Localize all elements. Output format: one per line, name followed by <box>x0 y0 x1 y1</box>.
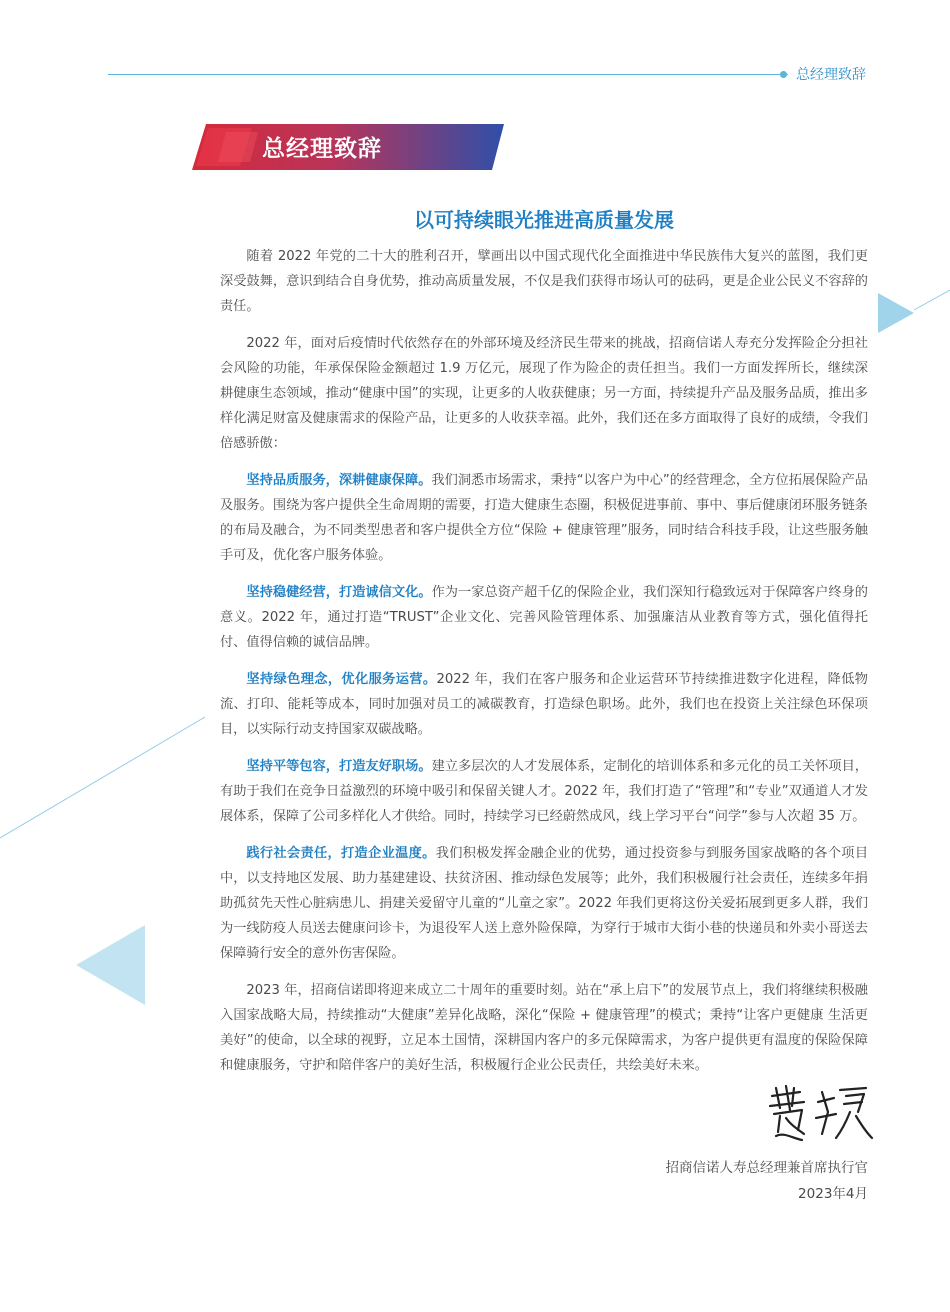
paragraph-text: 我们积极发挥金融企业的优势，通过投资参与到服务国家战略的各个项目中，以支持地区发展、助力基建建设、扶贫济困、推动绿色发展等；此外，我们积极履行社会责任，连续多年捐助孤贫先天性心脏病患儿、捐建关爱留守儿童的“儿童之家”。2022 年我们更将这份关爱拓展到更多人群，我们为一线防疫人员送去健康问诊卡，为退役军人送上意外险保障，为穿行于城市大街小巷的快递员和外卖小哥送去保障骑行安全的意外伤害保险。 <box>220 846 869 961</box>
paragraph-text: 2023 年，招商信诺即将迎来成立二十周年的重要时刻。站在“承上启下”的发展节点上，我们将继续积极融入国家战略大局，持续推动“大健康”差异化战略，深化“保险 + 健康管理”的模式；秉持“让客户更健康 生活更美好”的使命，以全球的视野，立足本土国情，深耕国内客户的多元保障需求，为客户提供更有温度的保险保障和健康服务，守护和陪伴客户的美好生活，积极履行企业公民责任，共绘美好未来。 <box>220 983 868 1073</box>
paragraph <box>220 841 868 966</box>
banner-title: 总经理致辞 <box>262 136 382 162</box>
handwritten-signature <box>766 1082 876 1146</box>
decoration-triangle-right <box>878 293 914 333</box>
paragraph-text: 建立多层次的人才发展体系，定制化的培训体系和多元化的员工关怀项目，有助于我们在竞争日益激烈的环境中吸引和保留关键人才。2022 年，我们打造了“管理”和“专业”双通道人才发展体系，保障了公司多样化人才供给。同时，持续学习已经蔚然成风，线上学习平台“问学”参与人次超 35 万。 <box>220 759 868 824</box>
decoration-triangle-left <box>76 925 145 1005</box>
paragraph <box>220 667 868 742</box>
paragraph-lead: 坚持稳健经营，打造诚信文化。 <box>246 585 432 600</box>
paragraph-text: 2022 年，面对后疫情时代依然存在的外部环境及经济民生带来的挑战，招商信诺人寿充分发挥险企分担社会风险的功能，年承保保险金额超过 1.9 万亿元，展现了作为险企的责任担当。我们一方面发挥所长，继续深耕健康生态领域，推动“健康中国”的实现，让更多的人收获健康；另一方面，持续提升产品及服务品质，推出多样化满足财富及健康需求的保险产品，让更多的人收获幸福。此外，我们还在多方面取得了良好的成绩，令我们倍感骄傲： <box>220 336 868 451</box>
decoration-line-right <box>914 290 950 310</box>
signature-title: 招商信诺人寿总经理兼首席执行官 <box>665 1160 868 1176</box>
paragraph-lead: 践行社会责任，打造企业温度。 <box>246 846 436 861</box>
paragraph-lead: 坚持平等包容，打造友好职场。 <box>246 759 432 774</box>
section-banner <box>192 124 504 170</box>
paragraph <box>220 244 868 319</box>
paragraph <box>220 754 868 829</box>
decoration-line-left <box>0 717 205 838</box>
header-section-title: 总经理致辞 <box>796 67 866 83</box>
paragraph-lead: 坚持品质服务，深耕健康保障。 <box>246 473 432 488</box>
signature-date: 2023年4月 <box>798 1186 868 1202</box>
paragraph <box>220 468 868 568</box>
paragraph-lead: 坚持绿色理念，优化服务运营。 <box>246 672 437 687</box>
article-body <box>220 244 868 1090</box>
paragraph <box>220 331 868 456</box>
article-subtitle: 以可持续眼光推进高质量发展 <box>414 208 674 232</box>
paragraph-text: 2022 年，我们在客户服务和企业运营环节持续推进数字化进程，降低物流、打印、能耗等成本，同时加强对员工的减碳教育，打造绿色职场。此外，我们也在投资上关注绿色环保项目，以实际行动支持国家双碳战略。 <box>220 672 868 737</box>
paragraph-text: 随着 2022 年党的二十大的胜利召开，擘画出以中国式现代化全面推进中华民族伟大复兴的蓝图，我们更深受鼓舞，意识到结合自身优势，推动高质量发展，不仅是我们获得市场认可的砝码，更是企业公民义不容辞的责任。 <box>220 249 868 314</box>
paragraph <box>220 978 868 1078</box>
paragraph <box>220 580 868 655</box>
paragraph-text: 我们洞悉市场需求，秉持“以客户为中心”的经营理念，全方位拓展保险产品及服务。围绕为客户提供全生命周期的需要，打造大健康生态圈，积极促进事前、事中、事后健康闭环服务链条的布局及融合，为不同类型患者和客户提供全方位“保险 + 健康管理”服务，同时结合科技手段，让这些服务触手可及，优化客户服务体验。 <box>220 473 868 563</box>
paragraph-text: 作为一家总资产超千亿的保险企业，我们深知行稳致远对于保障客户终身的意义。2022 年，通过打造“TRUST”企业文化、完善风险管理体系、加强廉洁从业教育等方式，强化值得托付、值得信赖的诚信品牌。 <box>220 585 868 650</box>
